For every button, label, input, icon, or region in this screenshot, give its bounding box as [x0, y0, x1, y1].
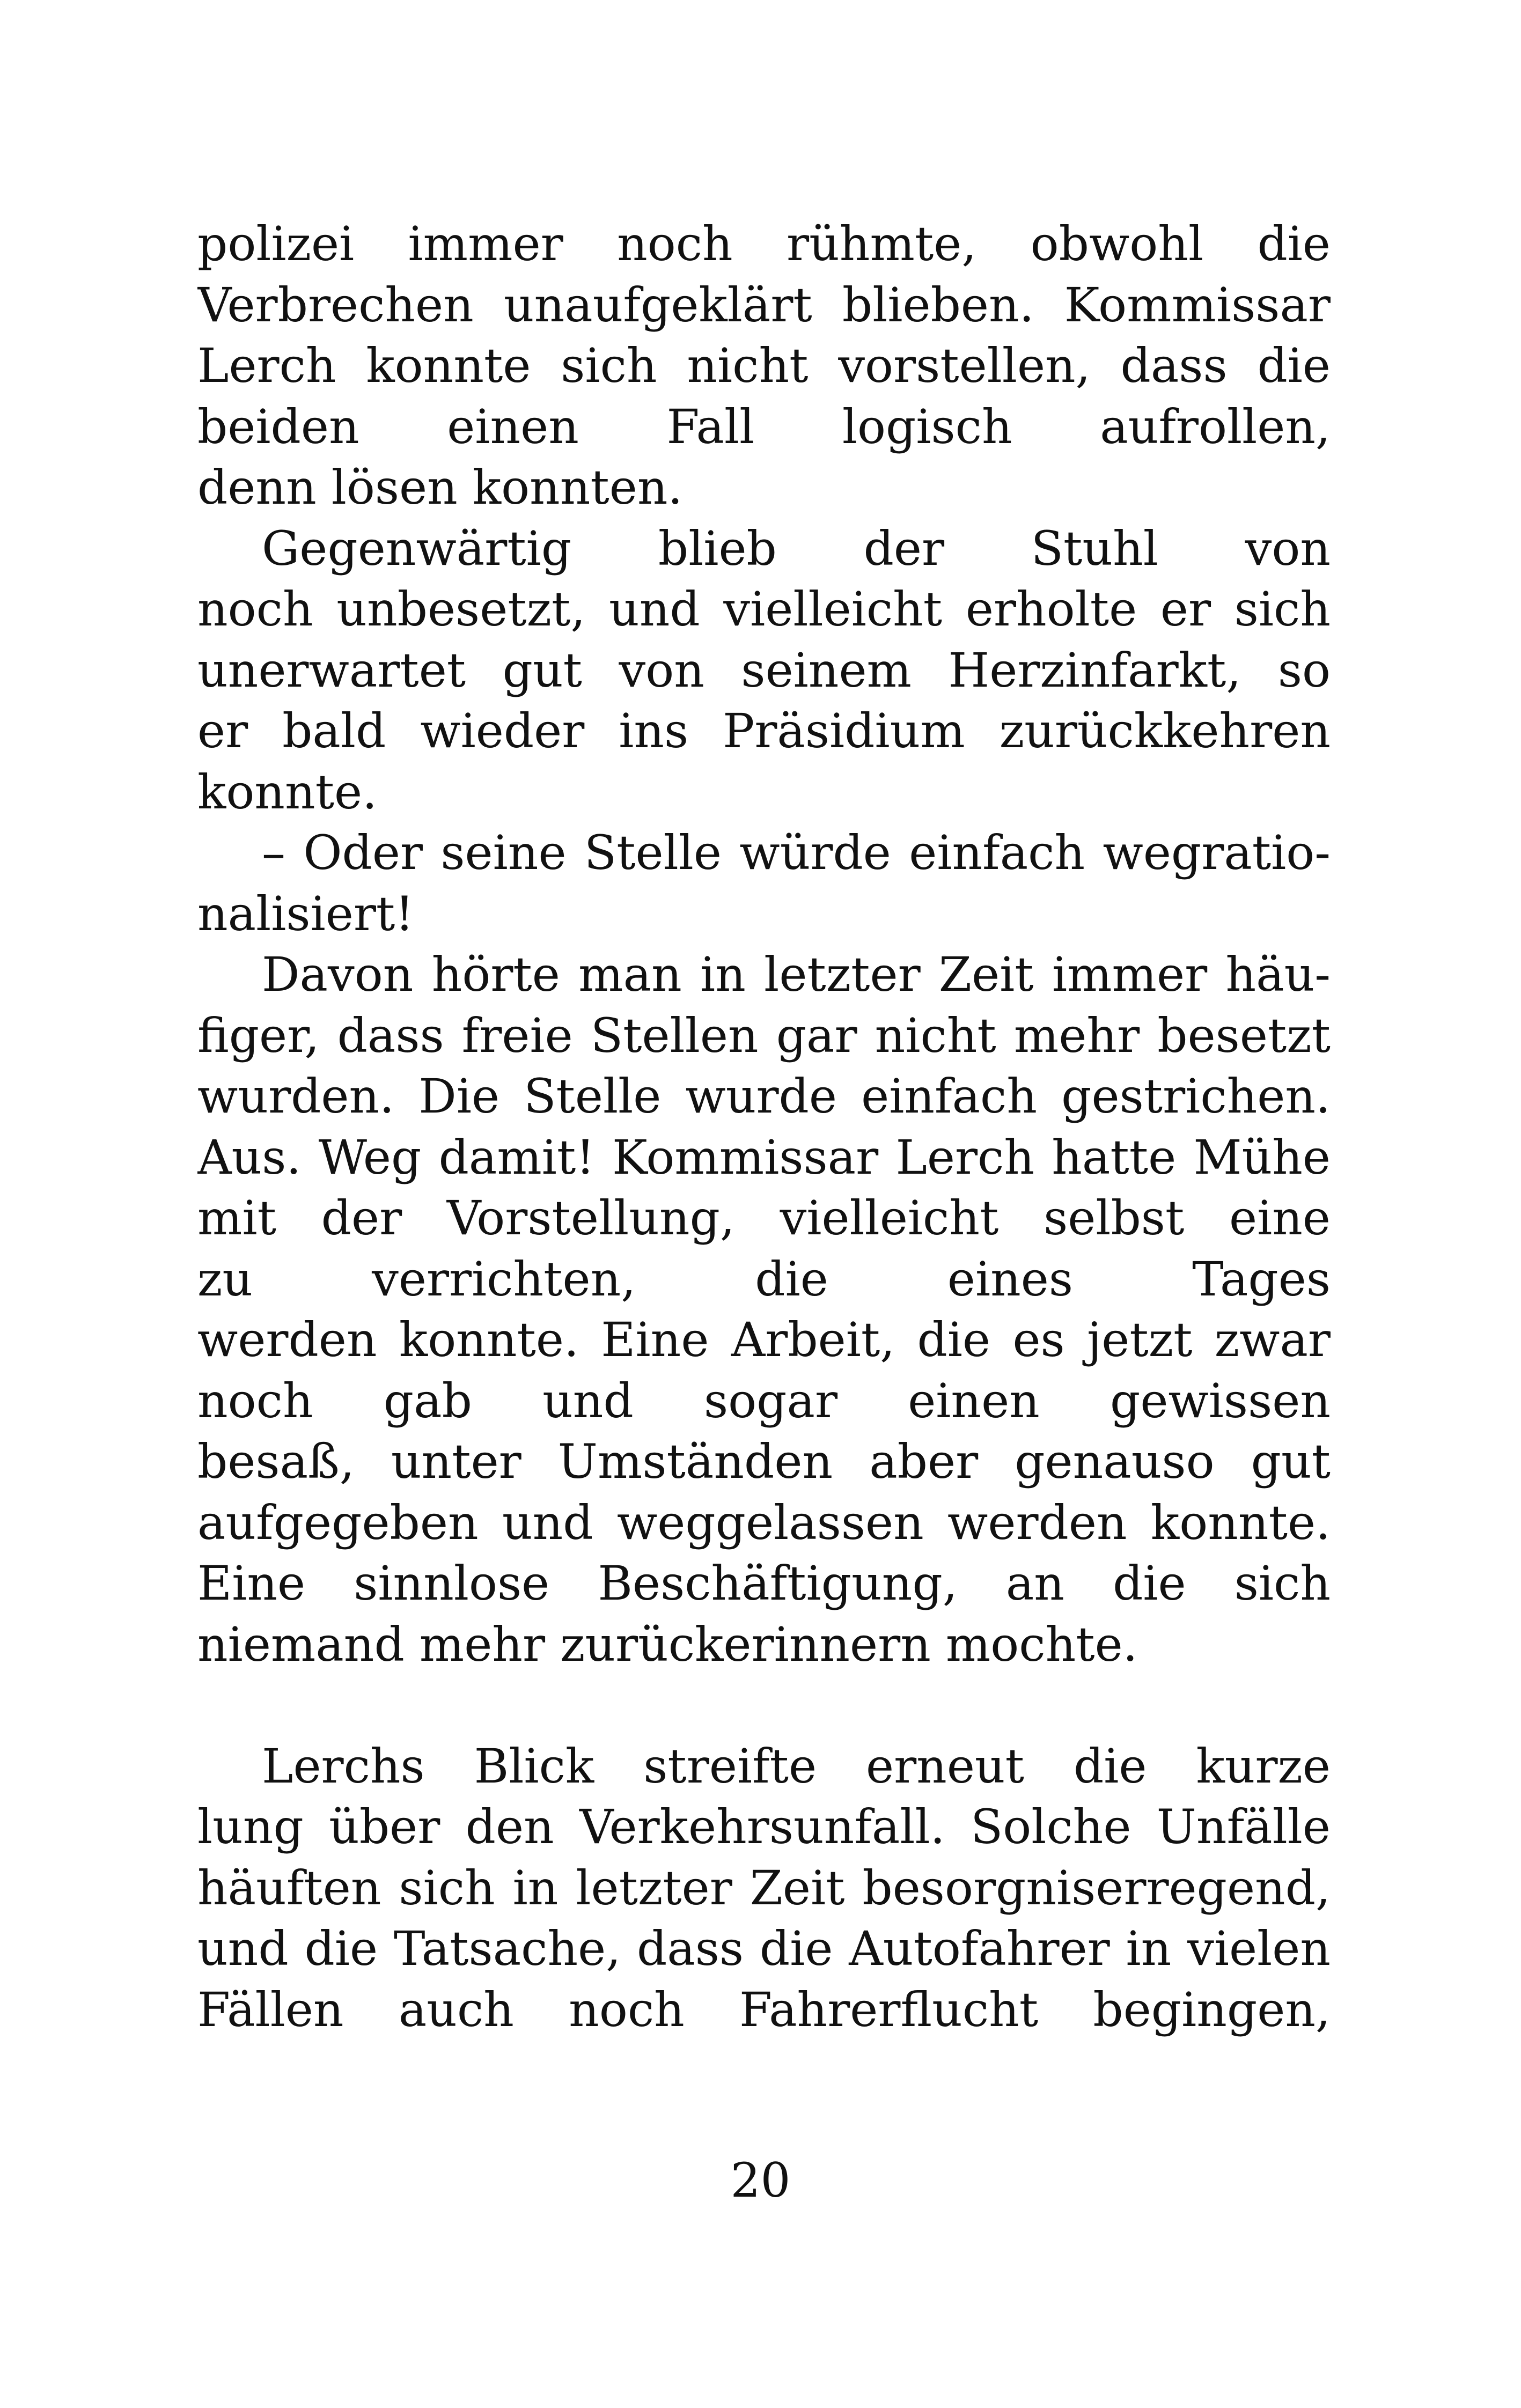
text-line: werden konnte. Eine Arbeit, die es jetzt zwar	[197, 1312, 1331, 1367]
text-line: noch unbesetzt, und vielleicht erholte er sich	[197, 581, 1331, 637]
text-line: besaß, unter Umständen aber genauso gut	[197, 1434, 1331, 1489]
text-line: – Oder seine Stelle würde einfach wegratio-	[262, 825, 1331, 880]
page-number: 20	[730, 2153, 791, 2208]
text-line: nalisiert!	[197, 886, 414, 941]
body-text	[197, 213, 1331, 2040]
text-line: Fällen auch noch Fahrerflucht begingen,	[197, 1982, 1331, 2037]
text-line: häuften sich in letzter Zeit besorgniserregend,	[197, 1860, 1331, 1916]
text-line: figer, dass freie Stellen gar nicht mehr besetzt	[197, 1007, 1331, 1063]
text-line: mit der Vorstellung, vielleicht selbst eine	[197, 1190, 1331, 1246]
text-line: Verbrechen unaufgeklärt blieben. Kommissar	[197, 277, 1331, 333]
text-line: Aus. Weg damit! Kommissar Lerch hatte Mühe	[197, 1129, 1331, 1185]
text-line: Lerchs Blick streifte erneut die kurze	[262, 1738, 1331, 1794]
text-line: wurden. Die Stelle wurde einfach gestrichen.	[197, 1069, 1331, 1124]
text-line: beiden einen Fall logisch aufrollen,	[197, 399, 1331, 454]
text-line: noch gab und sogar einen gewissen	[197, 1373, 1331, 1428]
section-break	[197, 1675, 1331, 1736]
text-line: Lerch konnte sich nicht vorstellen, dass die	[197, 338, 1331, 393]
text-line: Gegenwärtig blieb der Stuhl von	[262, 520, 1331, 576]
text-line: aufgegeben und weggelassen werden konnte.	[197, 1494, 1331, 1550]
text-line: und die Tatsache, dass die Autofahrer in vielen	[197, 1921, 1331, 1976]
text-line: polizei immer noch rühmte, obwohl die	[197, 216, 1331, 271]
text-line: unerwartet gut von seinem Herzinfarkt, so	[197, 642, 1331, 698]
text-line: Eine sinnlose Beschäftigung, an die sich	[197, 1556, 1331, 1611]
text-line: er bald wieder ins Präsidium zurückkehren	[197, 703, 1331, 759]
text-line: konnte.	[197, 764, 378, 820]
text-line: niemand mehr zurückerinnern mochte.	[197, 1616, 1138, 1672]
text-line: lung über den Verkehrsunfall. Solche Unfälle	[197, 1799, 1331, 1854]
text-line: Davon hörte man in letzter Zeit immer häu-	[262, 947, 1331, 1002]
text-line: denn lösen konnten.	[197, 460, 683, 515]
text-line: zu verrichten, die eines Tages	[197, 1251, 1331, 1307]
